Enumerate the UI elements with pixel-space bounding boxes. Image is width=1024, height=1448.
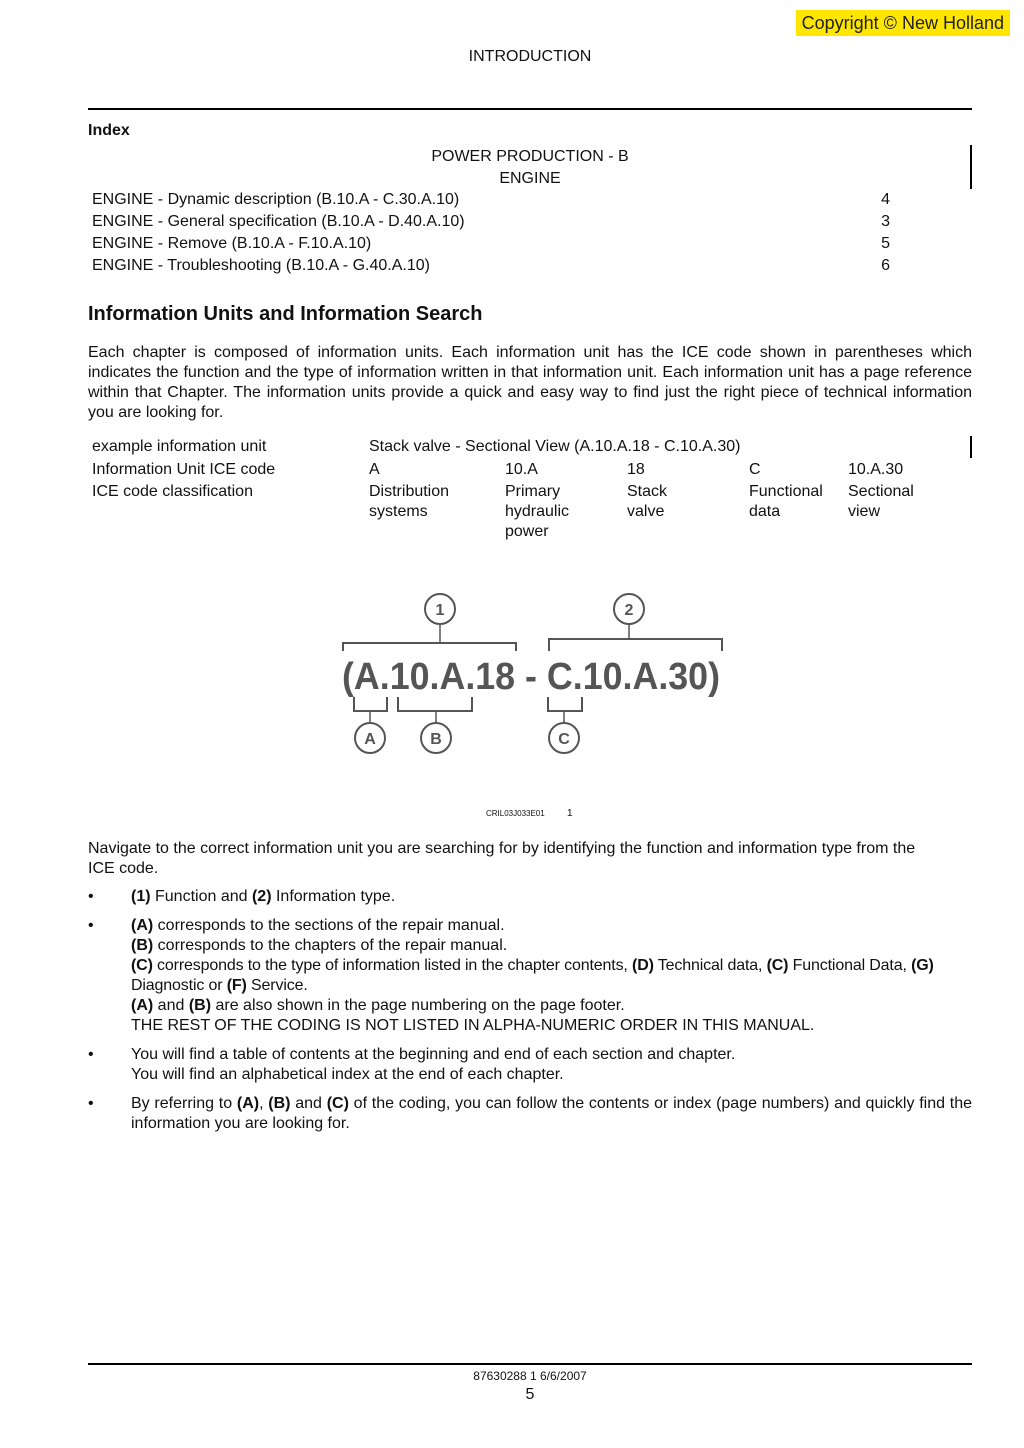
index-row-page: 3 bbox=[881, 213, 890, 230]
callout-label: A bbox=[364, 731, 376, 748]
ice-row3-cell: Stack valve bbox=[627, 483, 668, 520]
index-group-subtitle: ENGINE bbox=[499, 170, 561, 187]
callout-label: 1 bbox=[435, 602, 445, 619]
ice-row1-label: example information unit bbox=[92, 438, 267, 455]
footer-page-number: 5 bbox=[525, 1386, 535, 1403]
index-row-title: ENGINE - Remove (B.10.A - F.10.A.10) bbox=[92, 235, 372, 252]
index-row[interactable] bbox=[92, 235, 890, 253]
bracket-1 bbox=[343, 643, 516, 651]
index-row-title: ENGINE - Troubleshooting (B.10.A - G.40.A.10) bbox=[92, 257, 430, 274]
bullet-item: • (A) corresponds to the sections of the repair manual. (B) corresponds to the chapters of the repair manual. (C) corresponds to the type of information listed in the chapter contents, (D) Technical data, (C) Functional Data, (G) Diagnostic or (F) Service. (A) and (B) are also shown in the page numbering on the page footer. THE REST OF THE CODING IS NOT LISTED IN ALPHA-NUMERIC ORDER IN THIS MANUAL. bbox=[88, 917, 934, 1034]
bracket-a bbox=[354, 697, 387, 711]
index-label: Index bbox=[88, 122, 130, 139]
ice-row1-value: Stack valve - Sectional View (A.10.A.18 - C.10.A.30) bbox=[369, 438, 741, 455]
ice-row3-cell: Distribution systems bbox=[369, 483, 450, 520]
index-row[interactable] bbox=[92, 213, 890, 231]
ice-row3-cell: Functional data bbox=[749, 483, 823, 520]
figure-number: 1 bbox=[567, 808, 573, 819]
bullet-list bbox=[88, 887, 972, 1143]
bullet-dot: • bbox=[88, 917, 94, 934]
ice-code-figure bbox=[330, 585, 740, 765]
callout-label: 2 bbox=[624, 602, 634, 619]
bracket-b bbox=[398, 697, 472, 711]
ice-row3-label: ICE code classification bbox=[92, 483, 253, 500]
ice-row2-cell: A bbox=[369, 461, 380, 478]
bracket-c bbox=[548, 697, 582, 711]
ice-row3-cell: Primary hydraulic power bbox=[505, 483, 570, 540]
index-row-title: ENGINE - General specification (B.10.A - D.40.A.10) bbox=[92, 213, 465, 230]
ice-row2-cell: C bbox=[749, 461, 761, 478]
bullet-item: • By referring to (A), (B) and (C) of the coding, you can follow the contents or index (page numbers) and quickly find the information you are looking for. bbox=[88, 1095, 972, 1132]
ice-row2-cell: 10.A bbox=[505, 461, 538, 478]
ice-row2-cell: 10.A.30 bbox=[848, 461, 904, 478]
bullet-item: • You will find a table of contents at the beginning and end of each section and chapter. You will find an alphabetical index at the end of each chapter. bbox=[88, 1046, 736, 1083]
ice-row3-cell: Sectional view bbox=[848, 483, 914, 520]
bullet-dot: • bbox=[88, 1095, 94, 1112]
change-bar bbox=[970, 436, 972, 458]
intro-paragraph: Each chapter is composed of information units. Each information unit has the ICE code shown in parentheses which indicates the function and the type of information written in that information unit. Each information unit has a page reference within that Chapter. The information units provide a quick and easy way to find just the right piece of technical information you are looking for. bbox=[88, 344, 972, 421]
footer-rule bbox=[88, 1363, 972, 1365]
bullet-dot: • bbox=[88, 888, 94, 905]
header-rule bbox=[88, 108, 972, 110]
ice-row2-cell: 18 bbox=[627, 461, 645, 478]
bullet-item: • (1) Function and (2) Information type. bbox=[88, 888, 396, 905]
section-heading: Information Units and Information Search bbox=[88, 303, 483, 325]
index-row-page: 4 bbox=[881, 191, 890, 208]
index-group-title: POWER PRODUCTION - B bbox=[431, 148, 629, 165]
navigate-paragraph: Navigate to the correct information unit you are searching for by identifying the function and information type from the ICE code. bbox=[88, 840, 916, 877]
index-row[interactable] bbox=[92, 191, 890, 209]
callout-label: B bbox=[430, 731, 442, 748]
index-row[interactable] bbox=[92, 257, 890, 275]
ice-row2-label: Information Unit ICE code bbox=[92, 461, 276, 478]
header-title: INTRODUCTION bbox=[468, 48, 592, 65]
ice-code-graphic: (A.10.A.18 - C.10.A.30) bbox=[342, 656, 720, 698]
index-row-title: ENGINE - Dynamic description (B.10.A - C.30.A.10) bbox=[92, 191, 460, 208]
footer-doc-ref: 87630288 1 6/6/2007 bbox=[473, 1369, 587, 1383]
figure-caption: CRIL03J033E01 bbox=[486, 809, 545, 818]
bracket-2 bbox=[549, 639, 722, 651]
index-row-page: 6 bbox=[881, 257, 890, 274]
copyright-banner: Copyright © New Holland bbox=[796, 10, 1010, 36]
callout-label: C bbox=[558, 731, 570, 748]
index-row-page: 5 bbox=[881, 235, 890, 252]
bullet-dot: • bbox=[88, 1046, 94, 1063]
